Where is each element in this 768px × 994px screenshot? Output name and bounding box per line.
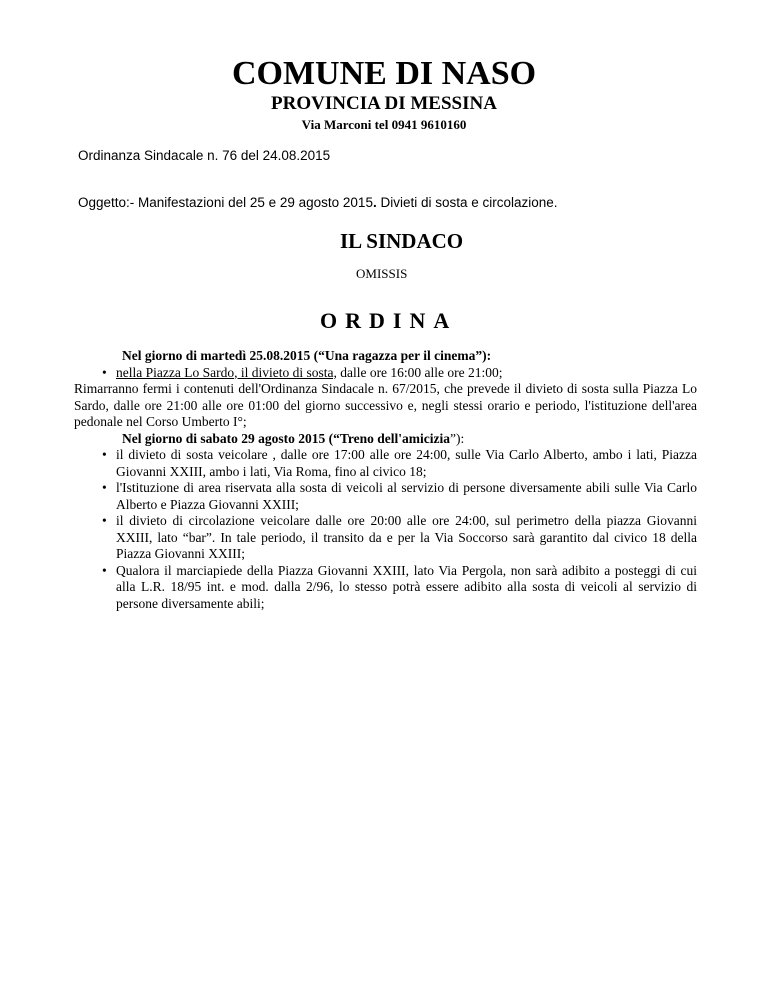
- day2-bullet-3-text: il divieto di circolazione veicolare dalle ore 20:00 alle ore 24:00, sul perimetro della piazza Giovanni XXIII, lato “bar”. In tale periodo, il transito da e per la Via Soccorso sarà garantito dal civico 18 della Piazza Giovanni XXIII;: [116, 513, 697, 561]
- ordina-heading: ORDINA: [320, 308, 458, 333]
- day1-paragraph: Rimarranno fermi i contenuti dell'Ordinanza Sindacale n. 67/2015, che prevede il divieto di sosta sulla Piazza Lo Sardo, dalle ore 21:00 alle ore 01:00 del giorno successivo e, negli stessi orario e periodo, l'istituzione dell'area pedonale nel Corso Umberto I°;: [74, 381, 697, 429]
- day2-bullet-4: [74, 563, 697, 613]
- bullet-icon: •: [102, 562, 107, 578]
- sindaco-heading: IL SINDACO: [340, 229, 464, 253]
- bullet-icon: •: [102, 480, 107, 495]
- day2-heading-end: ”):: [450, 430, 465, 446]
- subject-period: .: [372, 195, 377, 210]
- ordinance-body: [74, 348, 697, 612]
- day1-bullet-rest: dalle ore 16:00 alle ore 21:00;: [336, 364, 503, 380]
- subject-line: [78, 195, 558, 210]
- municipality-title: COMUNE DI NASO: [231, 55, 537, 92]
- day2-bullet-3: [74, 513, 697, 563]
- day2-bullet-1-text: il divieto di sosta veicolare , dalle ore 17:00 alle ore 24:00, sulle Via Carlo Alberto, ambo i lati, Piazza Giovanni XXIII, ambo i lati, Via Roma, fino al civico 18;: [116, 447, 697, 479]
- day2-bullet-4-text: Qualora il marciapiede della Piazza Giovanni XXIII, lato Via Pergola, non sarà adibito a posteggi di cui alla L.R. 18/95 int. e mod. dalla 2/96, lo stesso potrà essere adibito alla sosta di veicoli al servizio di persone diversamente abili;: [116, 562, 697, 611]
- subject-rest: Divieti di sosta e circolazione.: [376, 195, 558, 210]
- ordinance-number: Ordinanza Sindacale n. 76 del 24.08.2015: [78, 148, 331, 163]
- omissis-text: OMISSIS: [356, 266, 408, 281]
- day2-heading-main: Nel giorno di sabato 29 agosto 2015 (“Treno dell'amicizia: [122, 430, 450, 446]
- day1-heading: Nel giorno di martedì 25.08.2015 (“Una ragazza per il cinema”):: [122, 348, 492, 363]
- bullet-icon: •: [102, 513, 107, 528]
- day2-bullet-1: [74, 447, 697, 480]
- subject-prefix: Oggetto:- Manifestazioni del 25 e 29 agosto 2015: [78, 195, 373, 210]
- bullet-icon: •: [102, 447, 107, 462]
- day1-bullet: [74, 365, 697, 382]
- day2-heading: [74, 431, 697, 448]
- day2-bullet-2-text: l'Istituzione di area riservata alla sosta di veicoli al servizio di persone diversamente abili sulle Via Carlo Alberto e Piazza Giovanni XXIII;: [116, 480, 697, 512]
- day1-bullet-underlined: nella Piazza Lo Sardo, il divieto di sosta,: [116, 364, 337, 380]
- bullet-icon: •: [102, 364, 107, 380]
- day2-bullet-2: [74, 480, 697, 513]
- province-subtitle: PROVINCIA DI MESSINA: [271, 93, 497, 114]
- address-line: Via Marconi tel 0941 9610160: [301, 117, 467, 132]
